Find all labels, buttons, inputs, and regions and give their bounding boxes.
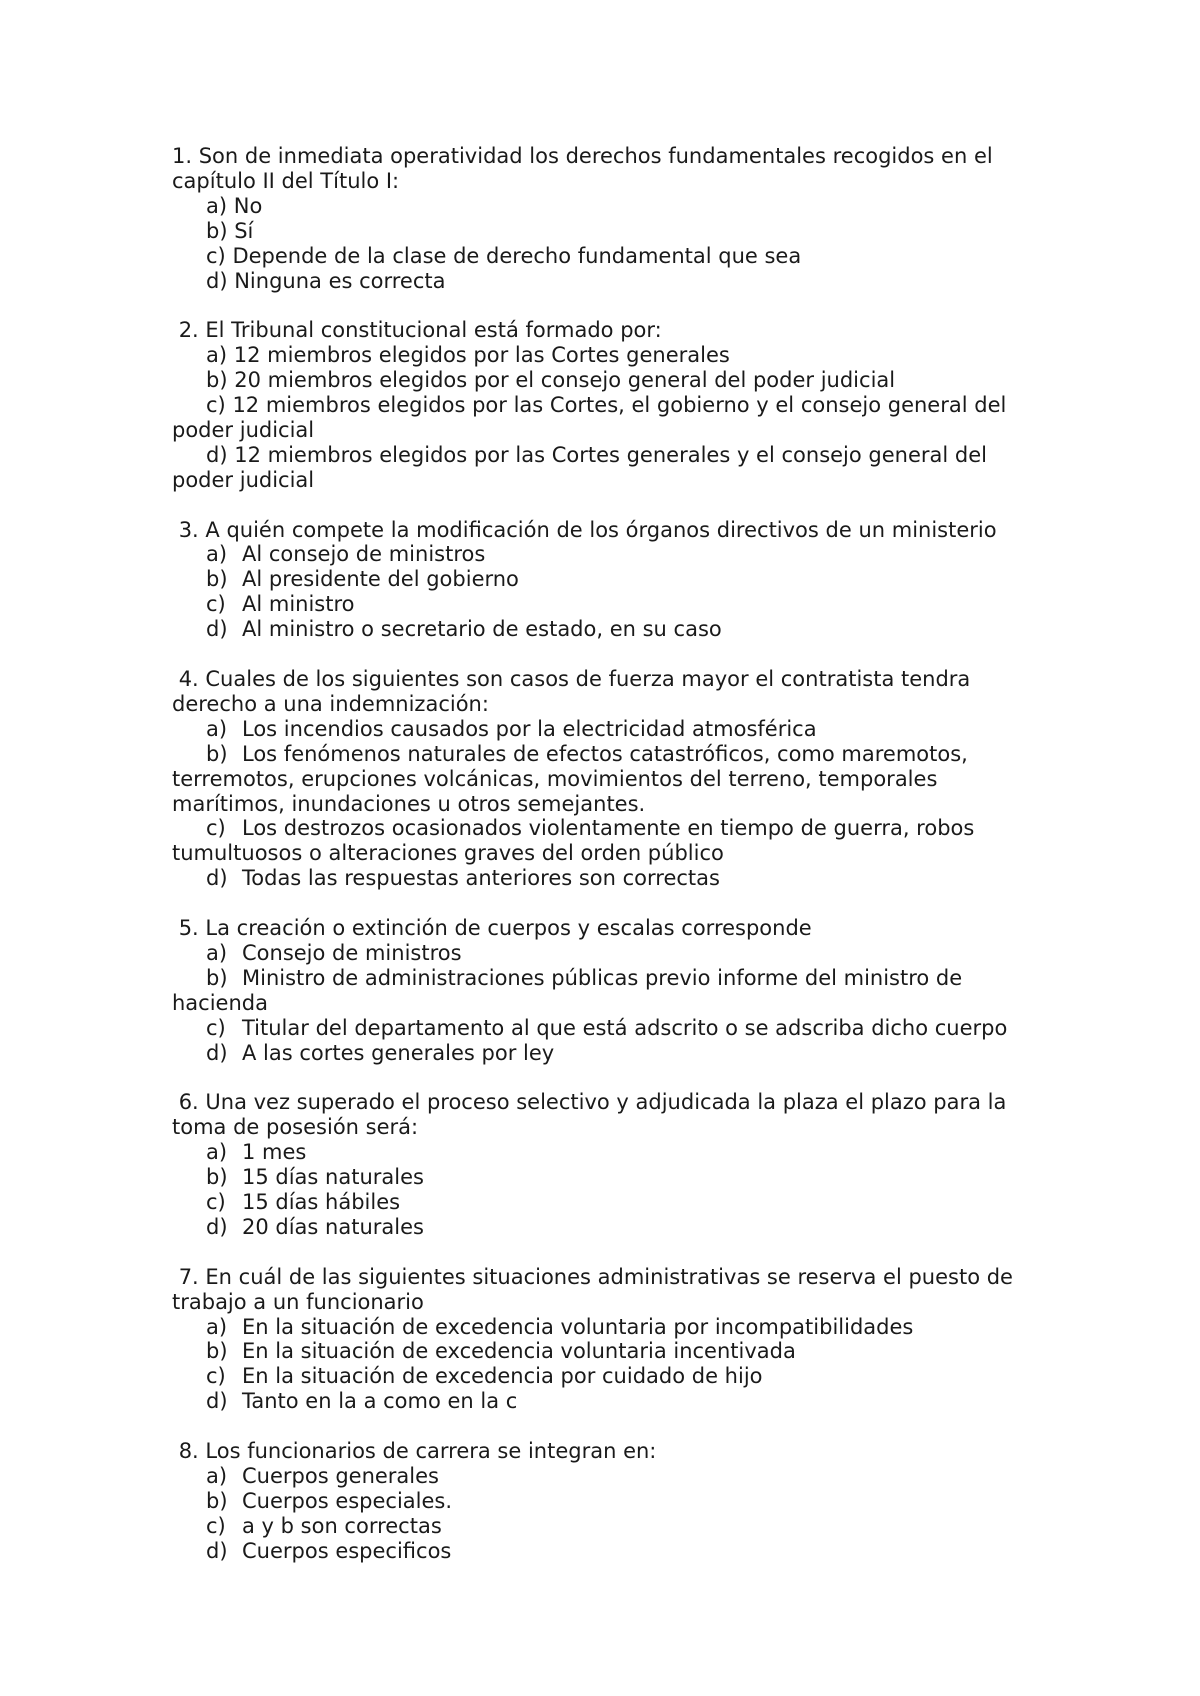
answer-option	[172, 393, 1052, 418]
answer-option	[172, 1165, 1052, 1190]
option-text: Consejo de ministros	[242, 940, 462, 965]
answer-option	[172, 1489, 1052, 1514]
option-marker: a)	[206, 1314, 228, 1339]
option-text: Titular del departamento al que está adscrito o se adscriba dicho cuerpo	[242, 1015, 1008, 1040]
question-text: 2. El Tribunal constitucional está formado por:	[172, 318, 662, 343]
answer-option	[172, 941, 1052, 966]
option-marker: c)	[206, 1364, 226, 1389]
option-text-continuation: poder judicial	[172, 467, 315, 492]
option-marker: d)	[206, 617, 228, 642]
option-marker: d)	[206, 1538, 228, 1563]
option-marker: a)	[206, 1463, 228, 1488]
option-text: Cuerpos especiales.	[242, 1488, 453, 1513]
answer-option	[172, 269, 1052, 294]
option-text: a y b son correctas	[242, 1513, 442, 1538]
answer-option	[172, 542, 1052, 567]
option-text: 15 días hábiles	[242, 1189, 401, 1214]
option-text-continuation: terremotos, erupciones volcánicas, movimientos del terreno, temporales marítimos, inundaciones u otros semejantes.	[172, 766, 945, 816]
answer-option	[172, 1514, 1052, 1539]
question-text: 6. Una vez superado el proceso selectivo y adjudicada la plaza el plazo para la toma de posesión será:	[172, 1090, 1014, 1140]
option-text: Sí	[234, 218, 254, 243]
answer-option	[172, 194, 1052, 219]
option-marker: b)	[206, 368, 228, 393]
option-text-continuation: hacienda	[172, 990, 268, 1015]
option-marker: b)	[206, 1339, 228, 1364]
answer-option	[172, 343, 1052, 368]
option-text: Al ministro o secretario de estado, en su caso	[242, 617, 722, 642]
option-marker: a)	[206, 716, 228, 741]
question-3	[172, 518, 1052, 643]
option-text-continuation: tumultuosos o alteraciones graves del orden público	[172, 841, 724, 866]
question-4	[172, 667, 1052, 891]
answer-option	[172, 866, 1052, 891]
option-marker: a)	[206, 343, 228, 368]
option-text: En la situación de excedencia voluntaria incentivada	[242, 1339, 796, 1364]
option-marker: d)	[206, 1040, 228, 1065]
answer-option	[172, 1364, 1052, 1389]
option-text: 12 miembros elegidos por las Cortes generales	[233, 343, 730, 368]
option-text: Los incendios causados por la electricidad atmosférica	[242, 716, 817, 741]
answer-option	[172, 816, 1052, 841]
question-1	[172, 144, 1052, 293]
option-marker: b)	[206, 1488, 228, 1513]
option-text: En la situación de excedencia voluntaria por incompatibilidades	[242, 1314, 914, 1339]
option-text: Depende de la clase de derecho fundamental que sea	[232, 243, 802, 268]
option-text: Los destrozos ocasionados violentamente en tiempo de guerra, robos	[242, 816, 975, 841]
option-marker: b)	[206, 741, 228, 766]
option-text: En la situación de excedencia por cuidado de hijo	[242, 1364, 763, 1389]
option-marker: c)	[206, 1189, 226, 1214]
option-text: Al presidente del gobierno	[242, 567, 519, 592]
option-marker: d)	[206, 1214, 228, 1239]
option-text: Tanto en la a como en la c	[242, 1389, 518, 1414]
answer-option	[172, 244, 1052, 269]
answer-option	[172, 1140, 1052, 1165]
question-text: 3. A quién compete la modificación de los órganos directivos de un ministerio	[172, 517, 997, 542]
answer-option	[172, 742, 1052, 767]
option-text: Al ministro	[242, 592, 355, 617]
question-text: 1. Son de inmediata operatividad los derechos fundamentales recogidos en el capítulo II del Título I:	[172, 144, 1000, 193]
answer-option	[172, 1016, 1052, 1041]
answer-option	[172, 1190, 1052, 1215]
answer-option	[172, 1315, 1052, 1340]
option-marker: c)	[206, 1513, 226, 1538]
question-2	[172, 318, 1052, 492]
option-marker: c)	[206, 592, 226, 617]
option-text: No	[233, 193, 263, 218]
option-marker: d)	[206, 866, 228, 891]
answer-option	[172, 1041, 1052, 1066]
answer-option	[172, 219, 1052, 244]
option-text: 1 mes	[242, 1140, 307, 1165]
option-text: Todas las respuestas anteriores son correctas	[242, 866, 720, 891]
question-7	[172, 1265, 1052, 1414]
option-marker: d)	[206, 268, 228, 293]
option-text: A las cortes generales por ley	[242, 1040, 555, 1065]
question-6	[172, 1090, 1052, 1239]
option-text: Los fenómenos naturales de efectos catastróficos, como maremotos,	[242, 741, 968, 766]
question-text: 4. Cuales de los siguientes son casos de fuerza mayor el contratista tendra derecho a una indemnización:	[172, 666, 977, 716]
option-text: 12 miembros elegidos por las Cortes, el gobierno y el consejo general del	[232, 393, 1007, 418]
answer-option	[172, 966, 1052, 991]
option-text: 15 días naturales	[242, 1165, 424, 1190]
option-text-continuation: poder judicial	[172, 417, 315, 442]
answer-option	[172, 1464, 1052, 1489]
option-marker: c)	[206, 243, 226, 268]
option-marker: a)	[206, 193, 228, 218]
option-marker: b)	[206, 218, 228, 243]
option-marker: b)	[206, 965, 228, 990]
option-text: Al consejo de ministros	[242, 542, 486, 567]
answer-option	[172, 1539, 1052, 1564]
option-text: 20 miembros elegidos por el consejo general del poder judicial	[234, 368, 896, 393]
option-marker: b)	[206, 567, 228, 592]
option-marker: c)	[206, 816, 226, 841]
option-text: Cuerpos especificos	[242, 1538, 452, 1563]
answer-option	[172, 717, 1052, 742]
option-marker: a)	[206, 542, 228, 567]
option-marker: d)	[206, 442, 228, 467]
option-text: 12 miembros elegidos por las Cortes generales y el consejo general del	[234, 442, 987, 467]
answer-option	[172, 1215, 1052, 1240]
option-marker: b)	[206, 1165, 228, 1190]
option-text: Ninguna es correcta	[234, 268, 446, 293]
answer-option	[172, 1389, 1052, 1414]
answer-option	[172, 368, 1052, 393]
option-marker: c)	[206, 1015, 226, 1040]
question-text: 8. Los funcionarios de carrera se integran en:	[172, 1439, 657, 1464]
option-text: 20 días naturales	[242, 1214, 424, 1239]
option-text: Ministro de administraciones públicas previo informe del ministro de	[242, 965, 963, 990]
question-5	[172, 916, 1052, 1065]
option-text: Cuerpos generales	[242, 1463, 439, 1488]
question-list	[172, 144, 1052, 1588]
answer-option	[172, 443, 1052, 468]
answer-option	[172, 567, 1052, 592]
answer-option	[172, 617, 1052, 642]
question-text: 7. En cuál de las siguientes situaciones administrativas se reserva el puesto de trabajo a un funcionario	[172, 1264, 1020, 1314]
option-marker: c)	[206, 393, 226, 418]
option-marker: a)	[206, 1140, 228, 1165]
answer-option	[172, 1339, 1052, 1364]
question-8	[172, 1439, 1052, 1564]
question-text: 5. La creación o extinción de cuerpos y escalas corresponde	[172, 916, 812, 941]
answer-option	[172, 592, 1052, 617]
option-marker: a)	[206, 940, 228, 965]
option-marker: d)	[206, 1389, 228, 1414]
